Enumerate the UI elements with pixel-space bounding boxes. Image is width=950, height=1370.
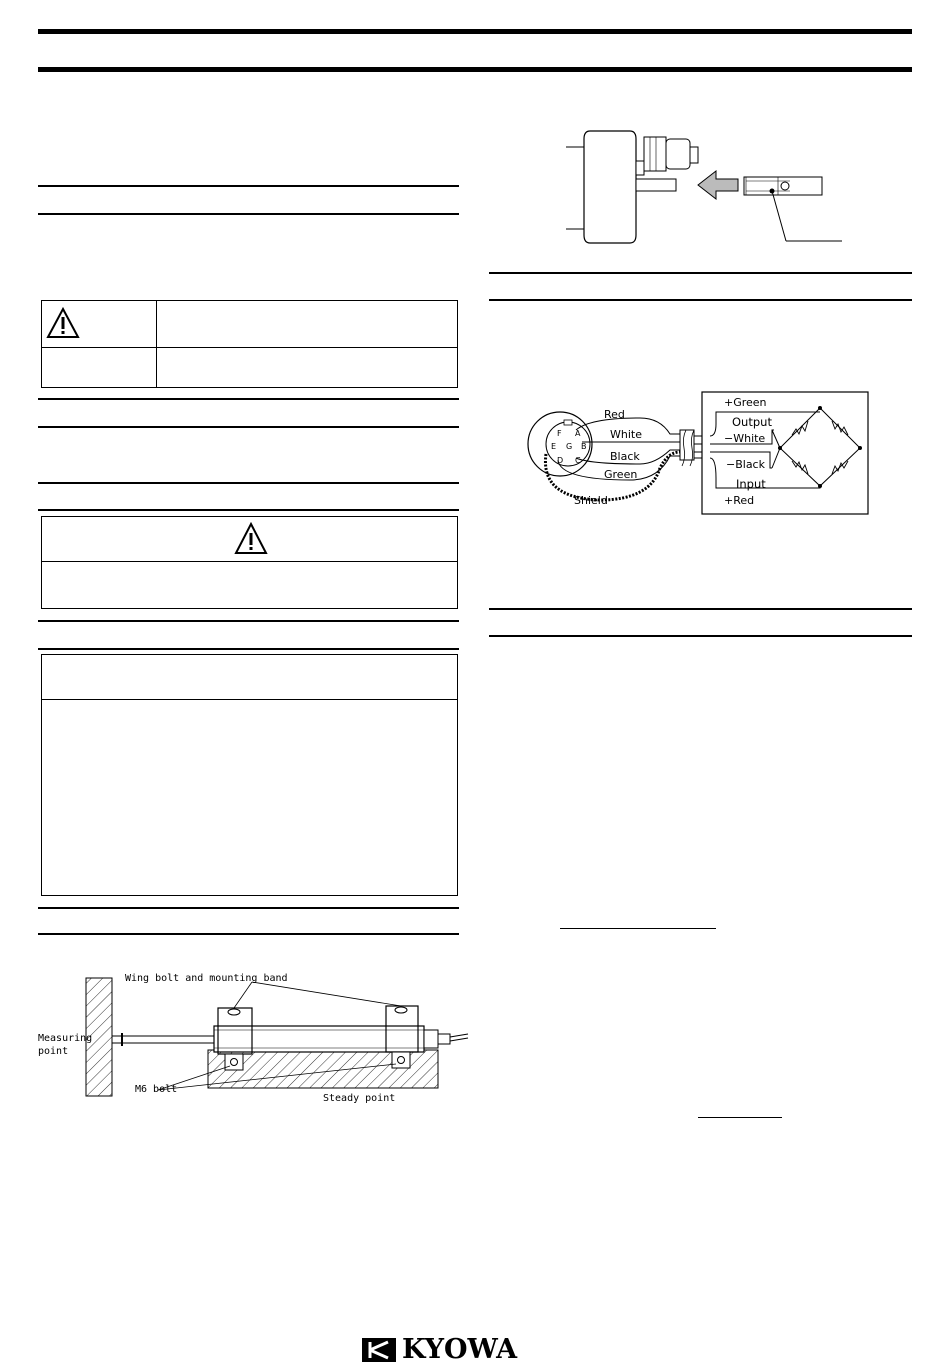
section-rule bbox=[489, 272, 912, 274]
wire-green: Green bbox=[604, 468, 638, 481]
pin-b: B bbox=[581, 442, 587, 451]
kyowa-logo-text: KYOWA bbox=[402, 1334, 518, 1365]
pin-f: F bbox=[557, 429, 562, 438]
wire-shield: Shield bbox=[574, 494, 608, 507]
label-wing-bolt: Wing bolt and mounting band bbox=[125, 973, 288, 984]
notes-box bbox=[41, 654, 458, 896]
wire-black: Black bbox=[610, 450, 640, 463]
kyowa-logo-mark bbox=[362, 1336, 398, 1364]
header-rule-bottom bbox=[38, 67, 912, 72]
pin-a: A bbox=[575, 429, 581, 438]
caution-box bbox=[41, 516, 458, 609]
label-steady-point: Steady point bbox=[323, 1093, 396, 1104]
pin-c: C bbox=[575, 456, 581, 465]
label-input: Input bbox=[736, 477, 766, 491]
section-rule bbox=[489, 608, 912, 610]
label-minus-black: −Black bbox=[726, 458, 765, 471]
section-rule bbox=[38, 185, 459, 187]
section-rule bbox=[38, 426, 459, 428]
mounting-diagram bbox=[30, 960, 470, 1110]
section-rule bbox=[489, 299, 912, 301]
label-m6-bolt: M6 bolt bbox=[135, 1084, 178, 1095]
pin-d: D bbox=[557, 456, 564, 465]
underline-mark bbox=[560, 928, 716, 929]
wire-red: Red bbox=[604, 408, 625, 421]
label-output: Output bbox=[732, 415, 772, 429]
section-rule bbox=[489, 635, 912, 637]
section-rule bbox=[38, 482, 459, 484]
section-rule bbox=[38, 509, 459, 511]
label-measuring-1: Measuring bbox=[38, 1033, 93, 1044]
section-rule bbox=[38, 933, 459, 935]
label-measuring-2: point bbox=[38, 1046, 69, 1057]
label-minus-white: −White bbox=[724, 432, 766, 445]
pin-e: E bbox=[551, 442, 557, 451]
section-rule bbox=[38, 907, 459, 909]
underline-mark bbox=[698, 1117, 782, 1118]
connector-drawing bbox=[560, 125, 850, 255]
section-rule bbox=[38, 648, 459, 650]
section-rule bbox=[38, 620, 459, 622]
header-rule-top bbox=[38, 29, 912, 34]
label-plus-green: +Green bbox=[724, 396, 767, 409]
section-rule bbox=[38, 398, 459, 400]
wire-white: White bbox=[610, 428, 642, 441]
section-rule bbox=[38, 213, 459, 215]
pin-g: G bbox=[566, 442, 573, 451]
warning-table bbox=[41, 300, 458, 388]
kyowa-logo bbox=[362, 1336, 588, 1364]
wiring-diagram bbox=[520, 388, 870, 518]
label-plus-red: +Red bbox=[724, 494, 755, 507]
warning-icon bbox=[234, 522, 268, 555]
warning-icon bbox=[46, 307, 80, 339]
